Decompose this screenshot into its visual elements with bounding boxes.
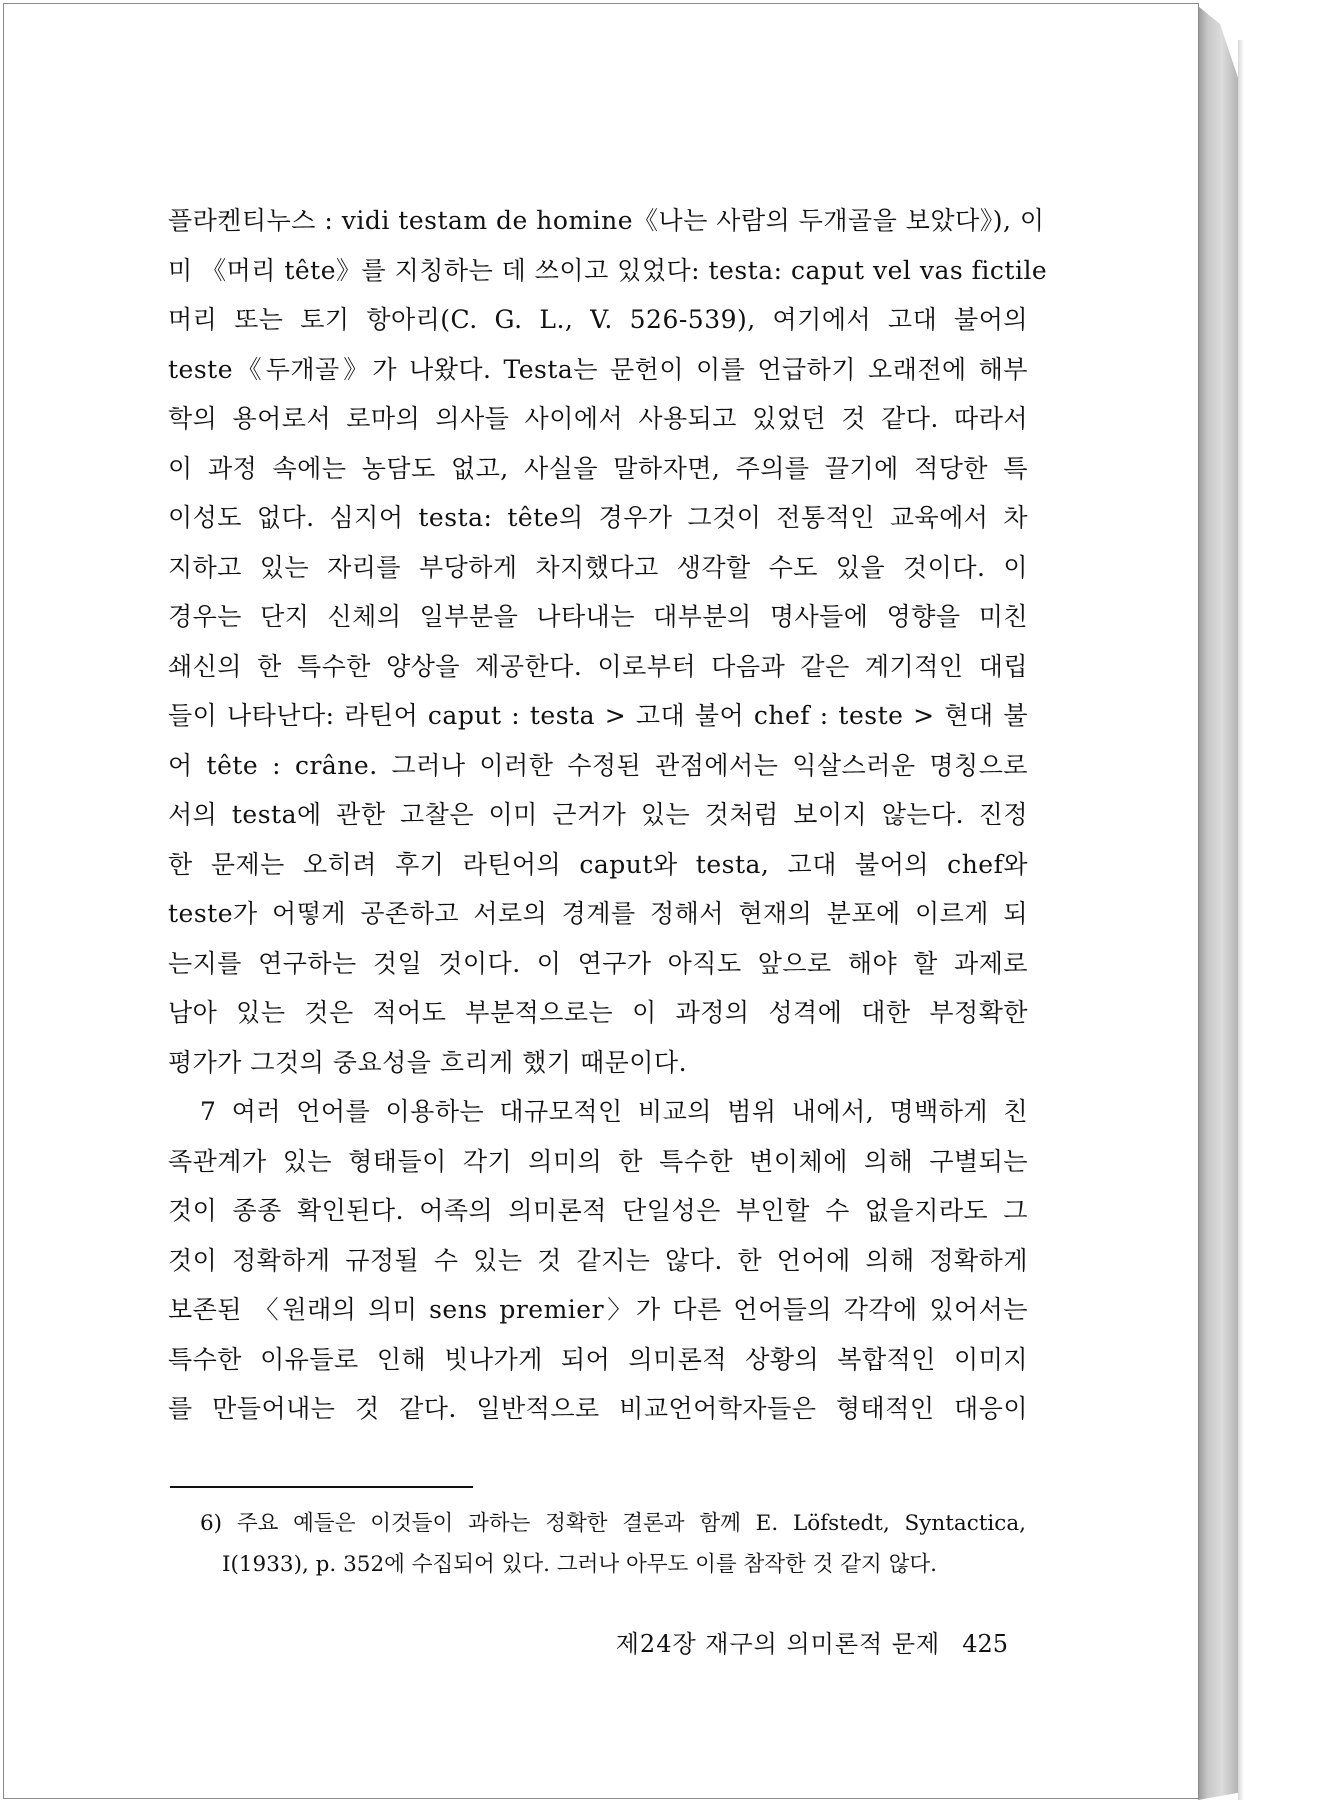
text-line-12: 어 tête : crâne. 그러나 이러한 수정된 관점에서는 익살스러운 명칭으로 <box>168 750 1028 780</box>
main-text-block <box>168 196 1048 1434</box>
text-line-24: 특수한 이유들로 인해 빗나가게 되어 의미론적 상황의 복합적인 이미지 <box>168 1344 1028 1374</box>
text-line-13: 서의 testa에 관한 고찰은 이미 근거가 있는 것처럼 보이지 않는다. 진정 <box>168 800 1028 829</box>
text-line-9: 경우는 단지 신체의 일부분을 나타내는 대부분의 명사들에 영향을 미친 <box>168 602 1028 631</box>
footnote-6-line-2: I(1933), p. 352에 수집되어 있다. 그러나 아무도 이를 참작한 것 같지 않다. <box>222 1552 937 1577</box>
running-footer <box>580 1624 1008 1659</box>
chapter-title: 제24장 재구의 의미론적 문제 <box>615 1630 941 1658</box>
text-line-21: 것이 종종 확인된다. 어족의 의미론적 단일성은 부인할 수 없을지라도 그 <box>168 1196 1028 1225</box>
text-line-11: 들이 나타난다: 라틴어 caput : testa > 고대 불어 chef : teste > 현대 불 <box>168 701 1028 730</box>
text-line-25: 를 만들어내는 것 같다. 일반적으로 비교언어학자들은 형태적인 대응이 <box>168 1394 1028 1423</box>
text-line-15: teste가 어떻게 공존하고 서로의 경계를 정해서 현재의 분포에 이르게 되 <box>168 899 1028 928</box>
book-edge-shadow <box>1238 40 1244 1800</box>
page-number: 425 <box>962 1630 1008 1658</box>
text-line-19: 7 여러 언어를 이용하는 대규모적인 비교의 범위 내에서, 명백하게 친 <box>200 1097 1028 1126</box>
text-line-17: 남아 있는 것은 적어도 부분적으로는 이 과정의 성격에 대한 부정확한 <box>168 998 1028 1027</box>
text-line-20: 족관계가 있는 형태들이 각기 의미의 한 특수한 변이체에 의해 구별되는 <box>168 1146 1028 1176</box>
text-line-23: 보존된 〈원래의 의미 sens premier〉가 다른 언어들의 각각에 있어서는 <box>168 1295 1028 1324</box>
text-line-4: teste《두개골》가 나왔다. Testa는 문헌이 이를 언급하기 오래전에 해부 <box>168 354 1028 384</box>
book-page-edge <box>1198 6 1238 1800</box>
footnote-separator-rule <box>170 1486 473 1488</box>
text-line-14: 한 문제는 오히려 후기 라틴어의 caput와 testa, 고대 불어의 chef와 <box>168 849 1028 879</box>
text-line-10: 쇄신의 한 특수한 양상을 제공한다. 이로부터 다음과 같은 계기적인 대립 <box>168 651 1028 681</box>
text-line-16: 는지를 연구하는 것일 것이다. 이 연구가 아직도 앞으로 해야 할 과제로 <box>168 948 1028 978</box>
text-line-8: 지하고 있는 자리를 부당하게 차지했다고 생각할 수도 있을 것이다. 이 <box>168 552 1028 582</box>
text-line-6: 이 과정 속에는 농담도 없고, 사실을 말하자면, 주의를 끌기에 적당한 특 <box>168 453 1028 483</box>
text-line-2: 미 《머리 tête》를 지칭하는 데 쓰이고 있었다: testa: caput vel vas fictile <box>168 255 1048 285</box>
text-line-22: 것이 정확하게 규정될 수 있는 것 같지는 않다. 한 언어에 의해 정확하게 <box>168 1245 1028 1275</box>
text-line-3: 머리 또는 토기 항아리(C. G. L., V. 526-539), 여기에서 고대 불어의 <box>168 305 1028 334</box>
text-line-7: 이성도 없다. 심지어 testa: tête의 경우가 그것이 전통적인 교육에서 차 <box>168 503 1028 532</box>
footnote-block <box>200 1503 1026 1585</box>
text-line-1: 플라켄티누스 : vidi testam de homine《나는 사람의 두개골을 보았다》), 이 <box>168 206 1045 235</box>
footnote-6-line-1: 6) 주요 예들은 이것들이 과하는 정확한 결론과 함께 E. Löfstedt, Syntactica, <box>200 1511 1026 1536</box>
text-line-18: 평가가 그것의 중요성을 흐리게 했기 때문이다. <box>168 1047 688 1077</box>
text-line-5: 학의 용어로서 로마의 의사들 사이에서 사용되고 있었던 것 같다. 따라서 <box>168 404 1028 433</box>
